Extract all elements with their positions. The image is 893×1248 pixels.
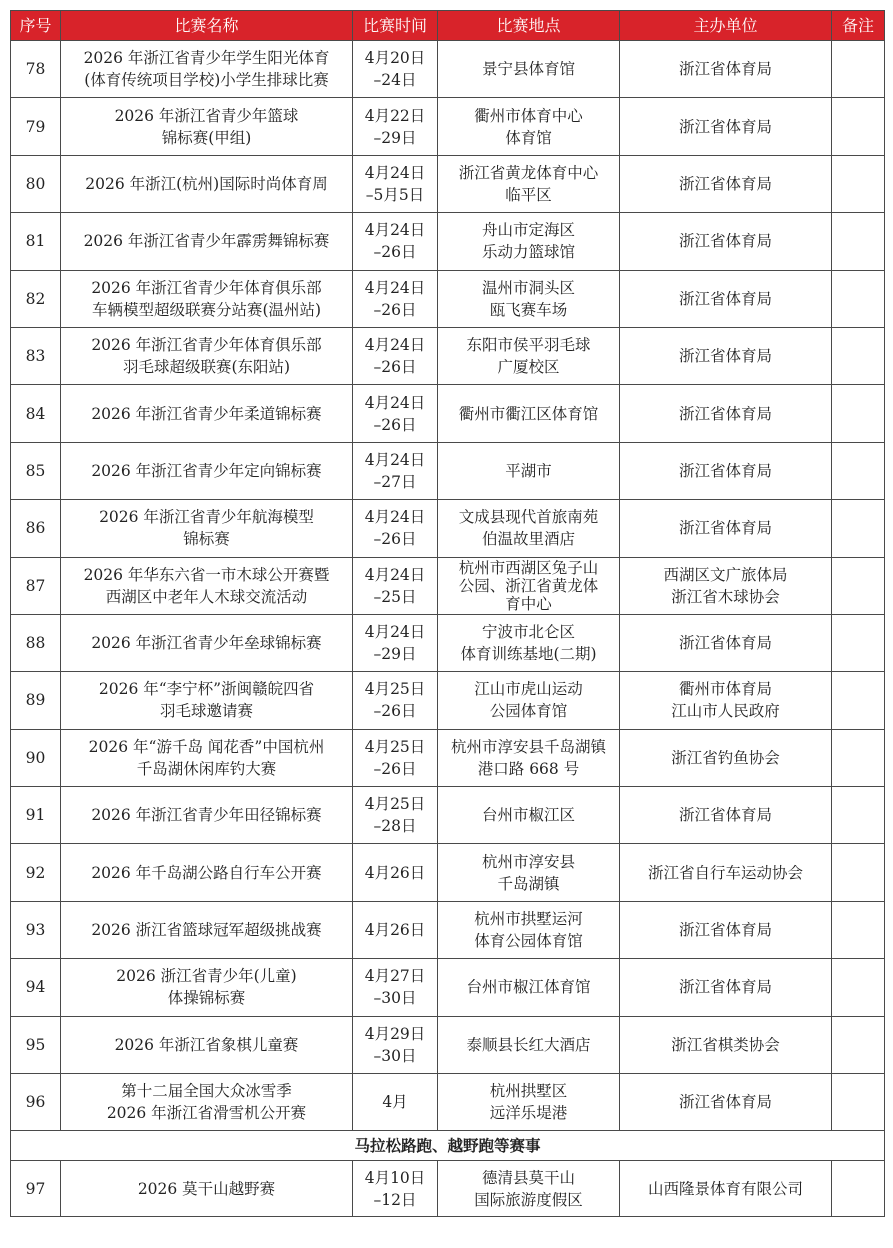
table-row: [11, 385, 885, 442]
row-location: 文成县现代首旅南苑 伯温故里酒店: [438, 500, 620, 557]
row-name: 2026 年浙江省青少年霹雳舞锦标赛: [61, 213, 353, 270]
table-row: [11, 557, 885, 614]
row-name: 2026 年“游千岛 闻花香”中国杭州 千岛湖休闲库钓大赛: [61, 729, 353, 786]
row-organizer: 浙江省体育局: [620, 901, 832, 958]
row-name: 2026 年浙江省青少年垒球锦标赛: [61, 614, 353, 671]
row-remark: [832, 1074, 885, 1131]
row-location: 平湖市: [438, 442, 620, 499]
row-location: 杭州市西湖区兔子山 公园、浙江省黄龙体 育中心: [438, 557, 620, 614]
row-index: 96: [11, 1074, 61, 1131]
row-location: 杭州拱墅区 远洋乐堤港: [438, 1074, 620, 1131]
row-remark: [832, 41, 885, 98]
row-index: 85: [11, 442, 61, 499]
row-remark: [832, 729, 885, 786]
row-organizer: 浙江省体育局: [620, 98, 832, 155]
row-location: 景宁县体育馆: [438, 41, 620, 98]
row-location: 杭州市拱墅运河 体育公园体育馆: [438, 901, 620, 958]
row-remark: [832, 213, 885, 270]
row-time: 4月29日 –30日: [353, 1016, 438, 1073]
row-organizer: 浙江省体育局: [620, 614, 832, 671]
row-remark: [832, 557, 885, 614]
row-index: 90: [11, 729, 61, 786]
table-row: [11, 959, 885, 1016]
row-index: 78: [11, 41, 61, 98]
row-organizer: 浙江省体育局: [620, 213, 832, 270]
row-time: 4月22日 –29日: [353, 98, 438, 155]
table-row: [11, 327, 885, 384]
row-index: 93: [11, 901, 61, 958]
row-time: 4月24日 –26日: [353, 327, 438, 384]
row-name: 2026 浙江省青少年(儿童) 体操锦标赛: [61, 959, 353, 1016]
row-name: 2026 莫干山越野赛: [61, 1161, 353, 1217]
row-index: 94: [11, 959, 61, 1016]
row-time: 4月25日 –28日: [353, 787, 438, 844]
row-time: 4月: [353, 1074, 438, 1131]
row-remark: [832, 270, 885, 327]
row-location: 衢州市体育中心 体育馆: [438, 98, 620, 155]
row-time: 4月24日 –26日: [353, 500, 438, 557]
row-time: 4月24日 –27日: [353, 442, 438, 499]
table-row: [11, 500, 885, 557]
header-name: 比赛名称: [61, 11, 353, 41]
row-index: 83: [11, 327, 61, 384]
row-index: 97: [11, 1161, 61, 1217]
row-index: 82: [11, 270, 61, 327]
row-location: 杭州市淳安县 千岛湖镇: [438, 844, 620, 901]
competition-schedule-table: [10, 10, 885, 1217]
row-organizer: 浙江省体育局: [620, 41, 832, 98]
table-row: [11, 213, 885, 270]
row-location: 温州市洞头区 瓯飞赛车场: [438, 270, 620, 327]
row-name: 2026 年浙江省象棋儿童赛: [61, 1016, 353, 1073]
row-name: 2026 年浙江省青少年定向锦标赛: [61, 442, 353, 499]
row-time: 4月26日: [353, 901, 438, 958]
row-location: 杭州市淳安县千岛湖镇 港口路 668 号: [438, 729, 620, 786]
table-row: [11, 901, 885, 958]
row-name: 2026 年华东六省一市木球公开赛暨 西湖区中老年人木球交流活动: [61, 557, 353, 614]
row-name: 2026 年浙江省青少年学生阳光体育 (体育传统项目学校)小学生排球比赛: [61, 41, 353, 98]
row-time: 4月25日 –26日: [353, 729, 438, 786]
row-time: 4月24日 –25日: [353, 557, 438, 614]
row-location: 宁波市北仑区 体育训练基地(二期): [438, 614, 620, 671]
row-name: 2026 年千岛湖公路自行车公开赛: [61, 844, 353, 901]
row-organizer: 浙江省棋类协会: [620, 1016, 832, 1073]
row-time: 4月27日 –30日: [353, 959, 438, 1016]
table-row: [11, 155, 885, 212]
table-row: [11, 844, 885, 901]
row-name: 2026 年浙江省青少年田径锦标赛: [61, 787, 353, 844]
header-location: 比赛地点: [438, 11, 620, 41]
row-location: 衢州市衢江区体育馆: [438, 385, 620, 442]
row-remark: [832, 614, 885, 671]
row-time: 4月24日 –5月5日: [353, 155, 438, 212]
row-organizer: 衢州市体育局 江山市人民政府: [620, 672, 832, 729]
row-name: 2026 年浙江省青少年柔道锦标赛: [61, 385, 353, 442]
row-name: 2026 年浙江省青少年体育俱乐部 羽毛球超级联赛(东阳站): [61, 327, 353, 384]
table-row: [11, 1074, 885, 1131]
row-organizer: 浙江省体育局: [620, 442, 832, 499]
row-index: 92: [11, 844, 61, 901]
header-time: 比赛时间: [353, 11, 438, 41]
table-row: [11, 672, 885, 729]
table-row: [11, 1161, 885, 1217]
row-organizer: 浙江省体育局: [620, 787, 832, 844]
row-index: 79: [11, 98, 61, 155]
table-row: [11, 787, 885, 844]
row-time: 4月20日 –24日: [353, 41, 438, 98]
row-name: 2026 年浙江省青少年航海模型 锦标赛: [61, 500, 353, 557]
row-time: 4月26日: [353, 844, 438, 901]
row-time: 4月24日 –26日: [353, 213, 438, 270]
row-location: 泰顺县长红大酒店: [438, 1016, 620, 1073]
row-remark: [832, 787, 885, 844]
row-location: 浙江省黄龙体育中心 临平区: [438, 155, 620, 212]
row-remark: [832, 672, 885, 729]
row-organizer: 浙江省体育局: [620, 270, 832, 327]
header-index: 序号: [11, 11, 61, 41]
row-index: 87: [11, 557, 61, 614]
row-remark: [832, 1016, 885, 1073]
header-remark: 备注: [832, 11, 885, 41]
row-index: 80: [11, 155, 61, 212]
row-remark: [832, 844, 885, 901]
header-organizer: 主办单位: [620, 11, 832, 41]
row-remark: [832, 1161, 885, 1217]
section-title: 马拉松路跑、越野跑等赛事: [11, 1131, 885, 1161]
row-remark: [832, 385, 885, 442]
row-time: 4月10日 –12日: [353, 1161, 438, 1217]
row-index: 84: [11, 385, 61, 442]
row-time: 4月25日 –26日: [353, 672, 438, 729]
row-time: 4月24日 –26日: [353, 270, 438, 327]
table-row: [11, 270, 885, 327]
row-location: 江山市虎山运动 公园体育馆: [438, 672, 620, 729]
row-organizer: 山西隆景体育有限公司: [620, 1161, 832, 1217]
row-organizer: 浙江省体育局: [620, 385, 832, 442]
row-remark: [832, 442, 885, 499]
table-row: [11, 1016, 885, 1073]
row-remark: [832, 959, 885, 1016]
section-row: [11, 1131, 885, 1161]
row-time: 4月24日 –26日: [353, 385, 438, 442]
row-organizer: 浙江省自行车运动协会: [620, 844, 832, 901]
row-location: 台州市椒江区: [438, 787, 620, 844]
table-row: [11, 614, 885, 671]
table-row: [11, 442, 885, 499]
row-organizer: 浙江省钓鱼协会: [620, 729, 832, 786]
row-name: 第十二届全国大众冰雪季 2026 年浙江省滑雪机公开赛: [61, 1074, 353, 1131]
row-name: 2026 年浙江(杭州)国际时尚体育周: [61, 155, 353, 212]
row-location: 舟山市定海区 乐动力篮球馆: [438, 213, 620, 270]
row-remark: [832, 327, 885, 384]
row-organizer: 浙江省体育局: [620, 327, 832, 384]
row-organizer: 浙江省体育局: [620, 959, 832, 1016]
row-organizer: 西湖区文广旅体局 浙江省木球协会: [620, 557, 832, 614]
row-index: 88: [11, 614, 61, 671]
row-index: 89: [11, 672, 61, 729]
table-row: [11, 98, 885, 155]
row-organizer: 浙江省体育局: [620, 1074, 832, 1131]
row-location: 台州市椒江体育馆: [438, 959, 620, 1016]
row-time: 4月24日 –29日: [353, 614, 438, 671]
table-header-row: [11, 11, 885, 41]
table-row: [11, 729, 885, 786]
row-name: 2026 年浙江省青少年篮球 锦标赛(甲组): [61, 98, 353, 155]
row-name: 2026 浙江省篮球冠军超级挑战赛: [61, 901, 353, 958]
row-remark: [832, 901, 885, 958]
row-organizer: 浙江省体育局: [620, 155, 832, 212]
row-index: 86: [11, 500, 61, 557]
row-name: 2026 年浙江省青少年体育俱乐部 车辆模型超级联赛分站赛(温州站): [61, 270, 353, 327]
row-remark: [832, 98, 885, 155]
row-remark: [832, 155, 885, 212]
row-index: 91: [11, 787, 61, 844]
row-location: 东阳市侯平羽毛球 广厦校区: [438, 327, 620, 384]
row-index: 81: [11, 213, 61, 270]
row-name: 2026 年“李宁杯”浙闽赣皖四省 羽毛球邀请赛: [61, 672, 353, 729]
row-remark: [832, 500, 885, 557]
row-organizer: 浙江省体育局: [620, 500, 832, 557]
row-location: 德清县莫干山 国际旅游度假区: [438, 1161, 620, 1217]
table-row: [11, 41, 885, 98]
row-index: 95: [11, 1016, 61, 1073]
